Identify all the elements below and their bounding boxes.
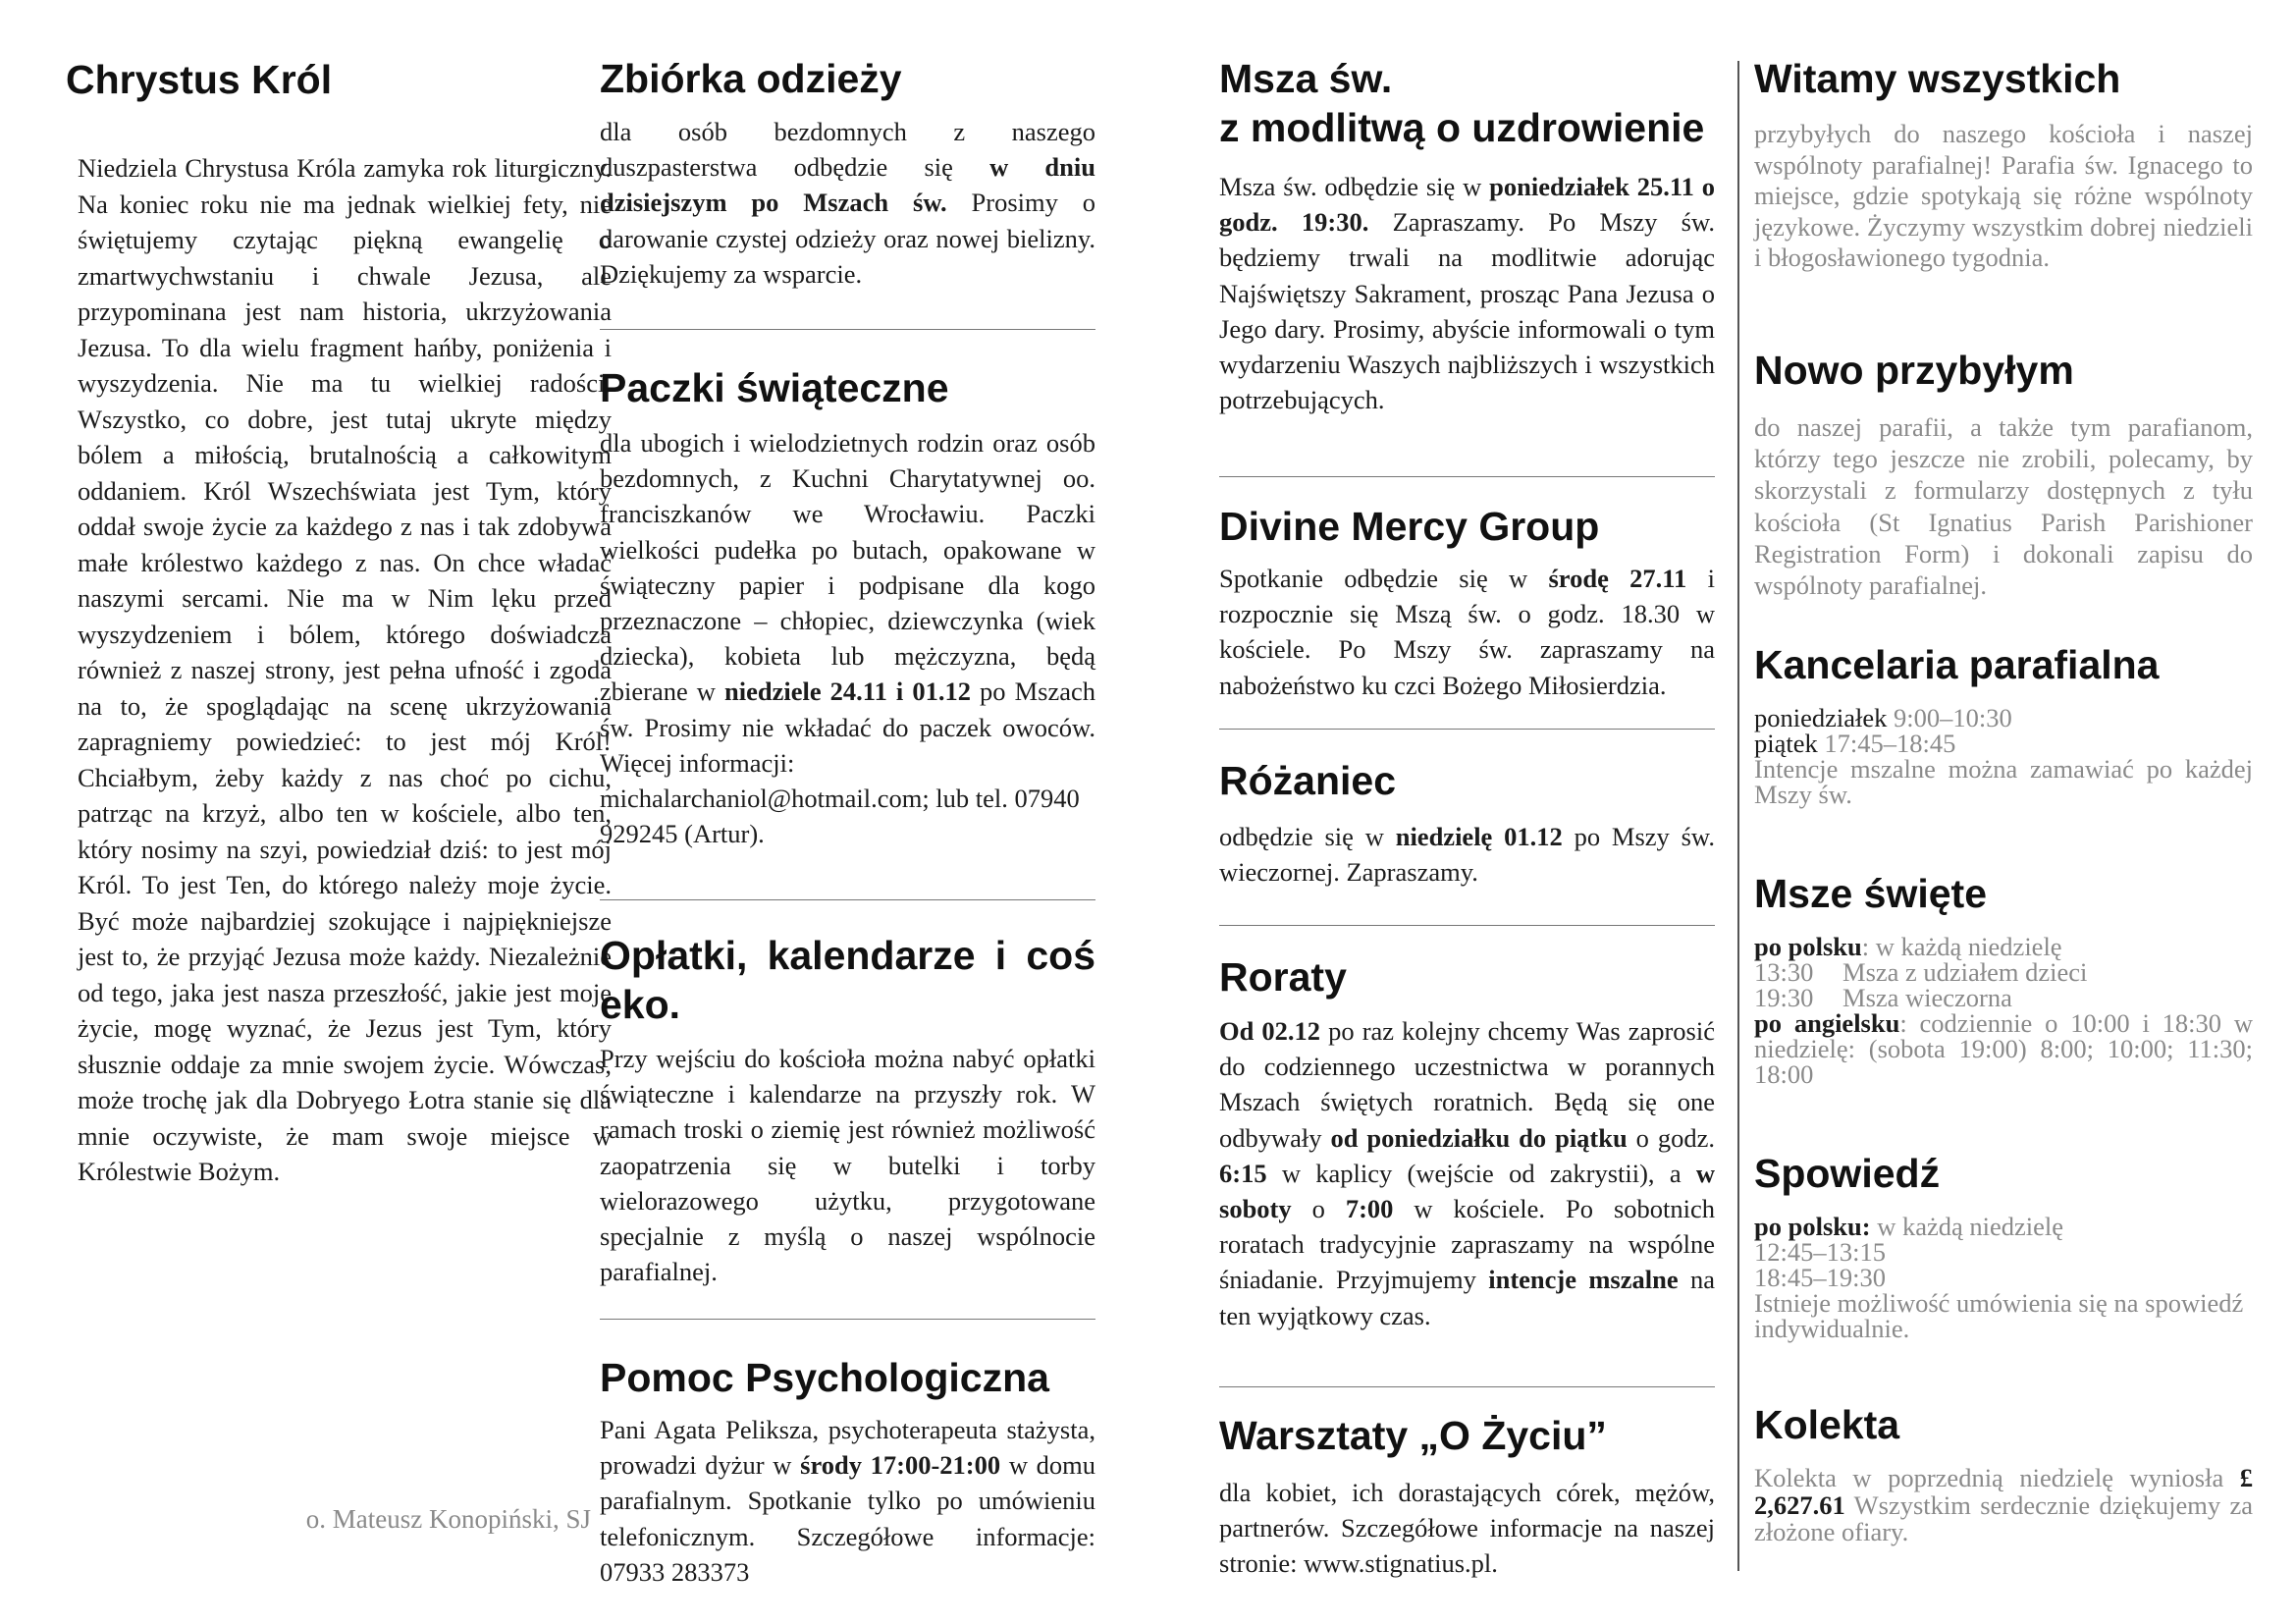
text-witamy: przybyłych do naszego kościoła i naszej wspólnoty parafialnej! Parafia św. Ignacego to miejsce, gdzie spotykają się różne wspólnoty językowe. Życzymy wszystkim dobrej niedzieli i błogosławionego tygodnia. bbox=[1754, 119, 2253, 272]
text-span: w kaplicy (wejście od zakrystii), a bbox=[1266, 1158, 1696, 1188]
heading-kolekta: Kolekta bbox=[1754, 1402, 1900, 1447]
divider bbox=[1219, 476, 1715, 477]
day-label: piątek bbox=[1754, 729, 1818, 758]
text-span: w domu parafialnym. Spotkanie tylko po umówieniu telefonicznym. Szczegółowe informacje: 07933 283373 bbox=[600, 1450, 1096, 1587]
schedule-text: : codziennie o 10:00 i 18:30 w niedzielę: (sobota 19:00) 8:00; 10:00; 11:30; 18:00 bbox=[1754, 1008, 2253, 1089]
text-oplatki: Przy wejściu do kościoła można nabyć opłatki świąteczne i kalendarze na przyszły rok. W ramach troski o ziemię jest również możliwość zaopatrzenia się w butelki i torby wielorazowego użytku, przygotowane specjalnie z myślą o naszej wspólnocie parafialnej. bbox=[600, 1044, 1095, 1287]
text-span: dla ubogich i wielodzietnych rodzin oraz osób bezdomnych, z Kuchni Charytatywnej oo. franciszkanów we Wrocławiu. Paczki wielkości pudełka po butach, opakowane w świąteczny papier i podpisane dla kogo przeznaczone – chłopiec, dziewczynka (wiek dziecka), kobieta lub mężczyzna, będą zbierane w bbox=[600, 428, 1095, 707]
bold-span: w soboty bbox=[1219, 1158, 1715, 1224]
text-span: dla osób bezdomnych z naszego duszpasterstwa odbędzie się bbox=[600, 117, 1095, 183]
day-label: poniedziałek bbox=[1754, 703, 1888, 732]
text-span: po Mszy św. wieczornej. Zapraszamy. bbox=[1219, 822, 1715, 888]
text-span: Wszystkim serdecznie dziękujemy za złożone ofiary. bbox=[1754, 1489, 2253, 1546]
divider bbox=[1219, 925, 1715, 926]
mass-polish bbox=[1754, 934, 2253, 959]
text-span: Spotkanie odbędzie się w bbox=[1219, 564, 1549, 593]
text-kolekta bbox=[1754, 1465, 2253, 1546]
heading-roraty: Roraty bbox=[1219, 954, 1347, 1000]
text-span: o godz. bbox=[1627, 1122, 1716, 1153]
language-label: po polsku: bbox=[1754, 1212, 1871, 1241]
bold-span: 7:00 bbox=[1345, 1194, 1394, 1224]
column-divider bbox=[1737, 61, 1739, 1571]
heading-zbiorka: Zbiórka odzieży bbox=[600, 56, 902, 101]
divider bbox=[600, 899, 1095, 900]
hours: 9:00–10:30 bbox=[1887, 703, 2012, 732]
contact-info: michalarchaniol@hotmail.com; lub tel. 07940 929245 (Artur). bbox=[600, 784, 1080, 849]
language-label: po angielsku bbox=[1754, 1008, 1900, 1038]
bold-span: 6:15 bbox=[1219, 1158, 1267, 1188]
bold-span: intencje mszalne bbox=[1488, 1265, 1679, 1295]
bold-span: środę 27.11 bbox=[1548, 564, 1687, 593]
office-hours-friday bbox=[1754, 731, 2253, 756]
divider bbox=[1219, 729, 1715, 730]
text-msza-uzdrowienie bbox=[1219, 169, 1715, 417]
text-span: Pani Agata Peliksza, psychoterapeuta stażysta, prowadzi dyżur w bbox=[600, 1415, 1095, 1481]
heading-kancelaria: Kancelaria parafialna bbox=[1754, 642, 2160, 687]
mass-time-row bbox=[1754, 985, 2253, 1010]
text-span: w kościele. Po sobotnich roratach tradycyjnie zapraszamy na wspólne śniadanie. Przyjmujemy bbox=[1219, 1194, 1715, 1295]
confession-time: 12:45–13:15 bbox=[1754, 1237, 1886, 1267]
language-label: po polsku bbox=[1754, 932, 1862, 961]
text-warsztaty: dla kobiet, ich dorastających córek, mężów, partnerów. Szczegółowe informacje na naszej stronie: www.stignatius.pl. bbox=[1219, 1478, 1715, 1579]
heading-paczki: Paczki świąteczne bbox=[600, 365, 949, 410]
text-span: odbędzie się w bbox=[1219, 822, 1396, 851]
heading-pomoc: Pomoc Psychologiczna bbox=[600, 1355, 1049, 1400]
mass-description: Msza z udziałem dzieci bbox=[1842, 957, 2088, 987]
heading-warsztaty: Warsztaty „O Życiu” bbox=[1219, 1413, 1607, 1458]
heading-witamy: Witamy wszystkich bbox=[1754, 56, 2121, 101]
heading-msze-swiete: Msze święte bbox=[1754, 871, 1987, 916]
heading-msza-uzdrowienie bbox=[1219, 54, 1715, 152]
text-span: na ten wyjątkowy czas. bbox=[1219, 1265, 1715, 1330]
divider bbox=[600, 329, 1095, 330]
bold-span: poniedziałek 25.11 o godz. 19:30. bbox=[1219, 172, 1715, 238]
article-chrystus-krol: Niedziela Chrystusa Króla zamyka rok liturgiczny. Na koniec roku nie ma jednak wielkiej fety, nie świętujemy czytając piękną ewangelię o zmartwychwstaniu i chwale Jezusa, ale przypominana jest nam historia, ukrzyżowania Jezusa. To dla wielu fragment hańby, poniżenia i wyszydzenia. Nie ma tu wielkiej radości. Wszystko, co dobre, jest tutaj ukryte między bólem a miłością, brutalnością a całkowitym oddaniem. Król Wszechświata jest Tym, który oddał swoje życie za każdego z nas i tak zdobywa małe królestwo każdego z nas. On chce władać naszymi sercami. Nie ma w Nim lęku przed wyszydzeniem i bólem, którego doświadcza również z naszej strony, jest pełna ufność i zgoda na to, że spoglądając na scenę ukrzyżowania zapragniemy powiedzieć: to jest mój Król! Chciałbym, żeby każdy z nas choć po cichu, patrząc na krzyż, albo ten w kościele, albo ten, który nosimy na szyi, powiedział dziś: to jest mój Król. To jest Ten, do którego należy moje życie. Być może najbardziej szokujące i najpiękniejsze jest to, że przyjąć Jezusa może każdy. Niezależnie od tego, jaka jest nasza przeszłość, jakie jest moje życie, mogę wyznać, że Jezus jest Tym, który słusznie oddaje za mnie swojem życie. Wówczas, może trochę jak dla Dobryego Łotra stanie się dla mnie oczywiste, że mam swoje miejsce w Królestwie Bożym. bbox=[78, 153, 612, 1186]
text-nowo-przybylym: do naszej parafii, a także tym parafianom, którzy tego jeszcze nie zrobili, polecamy, by skorzystali z formularzy dostępnych z tyłu kościoła (St Ignatius Parish Parishioner Registration Form) i dokonali zapisu do wspólnoty parafialnej. bbox=[1754, 412, 2253, 601]
mass-english bbox=[1754, 1010, 2253, 1087]
heading-line: Msza św. bbox=[1219, 56, 1393, 101]
bold-span: niedziele 24.11 i 01.12 bbox=[724, 677, 971, 707]
heading-chrystus-krol: Chrystus Król bbox=[66, 57, 333, 102]
text-divine-mercy bbox=[1219, 561, 1715, 703]
mass-time-row bbox=[1754, 959, 2253, 985]
text-span: i rozpocznie się Mszą św. o godz. 18.30 w kościele. Po Mszy św. zapraszamy na nabożeństwo ku czci Bożego Miłosierdzia. bbox=[1219, 564, 1715, 700]
bold-span: środy 17:00-21:00 bbox=[800, 1450, 1001, 1481]
text-paczki bbox=[600, 425, 1095, 851]
collection-amount: £ 2,627.61 bbox=[1754, 1463, 2253, 1520]
bold-span: Od 02.12 bbox=[1219, 1016, 1321, 1046]
text-span: po Mszach św. Prosimy nie wkładać do paczek owoców. Więcej informacji: bbox=[600, 677, 1095, 778]
mass-time: 13:30 bbox=[1754, 957, 1814, 987]
text-pomoc bbox=[600, 1412, 1095, 1590]
text-rozaniec bbox=[1219, 819, 1715, 890]
bold-span: niedzielę 01.12 bbox=[1395, 822, 1563, 851]
text-span: Msza św. odbędzie się w bbox=[1219, 172, 1490, 201]
divider bbox=[600, 1319, 1095, 1320]
schedule-text: w każdą niedzielę bbox=[1870, 1212, 2064, 1241]
text-zbiorka bbox=[600, 114, 1095, 292]
mass-time: 19:30 bbox=[1754, 983, 1814, 1012]
text-span: Prosimy o darowanie czystej odzieży oraz nowej bielizny. Dziękujemy za wsparcie. bbox=[600, 188, 1095, 289]
text-spowiedz bbox=[1754, 1214, 2253, 1341]
heading-divine-mercy: Divine Mercy Group bbox=[1219, 504, 1600, 549]
text-kancelaria bbox=[1754, 705, 2253, 807]
heading-rozaniec: Różaniec bbox=[1219, 758, 1396, 803]
text-span: o bbox=[1291, 1194, 1346, 1224]
author-signature: o. Mateusz Konopiński, SJ bbox=[305, 1504, 591, 1534]
confession-time: 18:45–19:30 bbox=[1754, 1263, 1886, 1292]
schedule-text: : w każdą niedzielę bbox=[1861, 932, 2062, 961]
bold-span: w dniu dzisiejszym po Mszach św. bbox=[600, 152, 1095, 218]
bold-span: od poniedziałku do piątku bbox=[1330, 1122, 1628, 1153]
text-span: Zapraszamy. Po Mszy św. będziemy trwali na modlitwie adorując Najświętszy Sakrament, prosząc Pana Jezusa o Jego dary. Prosimy, abyście informowali o tym wydarzeniu Waszych najbliższych i wszystkich potrzebujących. bbox=[1219, 207, 1716, 415]
text-msze-swiete bbox=[1754, 934, 2253, 1087]
divider bbox=[1219, 1386, 1715, 1387]
office-hours-monday bbox=[1754, 705, 2253, 731]
heading-spowiedz: Spowiedź bbox=[1754, 1151, 1941, 1196]
mass-description: Msza wieczorna bbox=[1842, 983, 2012, 1012]
hours: 17:45–18:45 bbox=[1817, 729, 1956, 758]
confession-polish bbox=[1754, 1214, 2253, 1239]
text-span: po raz kolejny chcemy Was zaprosić do codziennego uczestnictwa w porannych Mszach świętych roratnich. Będą się one odbywały bbox=[1219, 1016, 1715, 1153]
text-roraty bbox=[1219, 1013, 1715, 1333]
heading-oplatki: Opłatki, kalendarze i coś eko. bbox=[600, 933, 1095, 1027]
heading-nowo-przybylym: Nowo przybyłym bbox=[1754, 348, 2074, 393]
office-note: Intencje mszalne można zamawiać po każdej Mszy św. bbox=[1754, 754, 2253, 809]
heading-line: z modlitwą o uzdrowienie bbox=[1219, 105, 1705, 150]
text-span: Kolekta w poprzednią niedzielę wyniosła bbox=[1754, 1463, 2240, 1492]
confession-note: Istnieje możliwość umówienia się na spowiedź indywidualnie. bbox=[1754, 1288, 2244, 1343]
